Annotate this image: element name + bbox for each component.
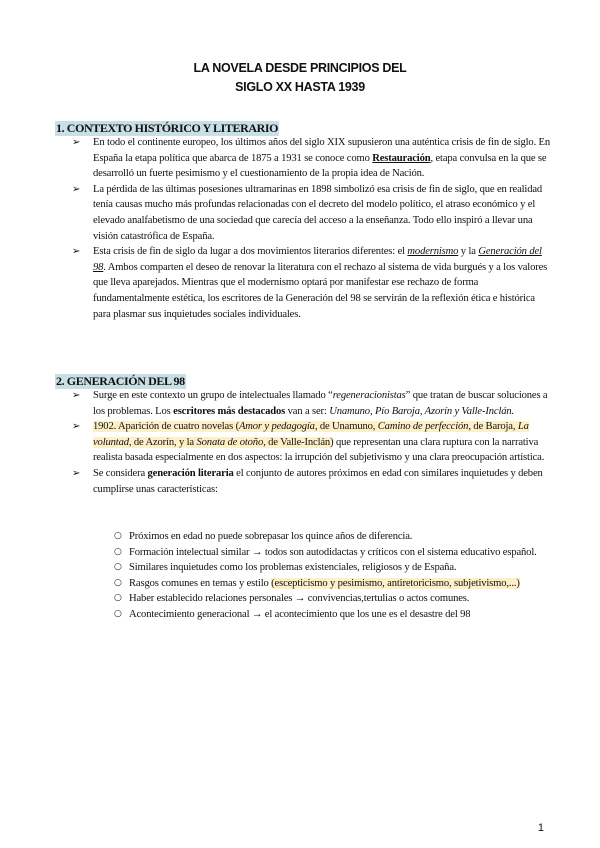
circle-bullet-icon: ○ — [114, 577, 122, 588]
title-line-2: SIGLO XX HASTA 1939 — [235, 80, 365, 94]
list-item: ○ Similares inquietudes como los problemas existenciales, religiosos y de España. — [72, 560, 562, 576]
title-line-1: LA NOVELA DESDE PRINCIPIOS DEL — [193, 61, 407, 75]
arrow-bullet-icon: ➢ — [72, 421, 81, 433]
term-generacion-98: Generación del 98 — [93, 246, 542, 273]
circle-bullet-icon: ○ — [114, 562, 122, 573]
emphasis-bold: Restauración — [372, 152, 431, 164]
list-item: ➢ 1902. Aparición de cuatro novelas (Amor y pedagogía, de Unamuno, Camino de perfección, de Baroja, La voluntad, de Azorín, y la Sonata de otoño, de Valle-Inclán) que representan una clara ruptura con la narrativa realista basada especialmente en dos aspectos: la irrupción del subjetivismo y una clara preocupación artística. — [72, 421, 545, 464]
list-item: ○ Haber establecido relaciones personales → convivencias,tertulias o actos comunes. — [72, 591, 562, 607]
highlighted-text: 1902. Aparición de cuatro novelas (Amor y pedagogía, de Unamuno, Camino de perfección, de Baroja, La voluntad, de Azorín, y la Sonata de otoño, de Valle-Inclán) — [93, 421, 529, 448]
list-item: ○ Próximos en edad no puede sobrepasar los quince años de diferencia. — [72, 529, 562, 545]
section-2-body — [72, 388, 552, 497]
highlighted-text: (escepticismo y pesimismo, antiretoricismo, subjetivismo,...) — [271, 577, 520, 589]
list-item: ➢ La pérdida de las últimas posesiones ultramarinas en 1898 simbolizó esa crisis de fin de siglo, que en realidad tenía causas mucho más profundas relacionadas con el decreto del modelo político, el atraso económico y el elevado analfabetismo de una sociedad que carecía del acceso a la enseñanza. Todo ello inspiró a llevar una visión catastrófica de España. — [72, 183, 543, 242]
page-number: 1 — [537, 822, 544, 834]
arrow-bullet-icon: ➢ — [72, 137, 81, 148]
arrow-bullet-icon: ➢ — [72, 246, 81, 258]
list-item: ➢ Esta crisis de fin de siglo da lugar a dos movimientos literarios diferentes: el modernismo y la Generación del 98. Ambos comparten el deseo de renovar la literatura con el rechazo al sistema de vida burgués y a los valores que lleva aparejados. Mientras que el modernismo optará por manifestar ese rechazo de forma fundamentalmente estética, los escritores de la Generación del 98 se servirán de la reflexión ética e histórica para plasmar sus inquietudes sociales individuales. — [72, 246, 548, 320]
circle-bullet-icon: ○ — [114, 531, 122, 541]
term-modernismo: modernismo — [407, 246, 459, 258]
arrow-bullet-icon: ➢ — [72, 467, 81, 479]
circle-bullet-icon: ○ — [114, 546, 122, 557]
circle-bullet-icon: ○ — [114, 608, 122, 619]
list-item: ➢ Surge en este contexto un grupo de intelectuales llamado “regeneracionistas” que tratan de buscar soluciones a los problemas. Los escritores más destacados van a ser: Unamuno, Pío Baroja, Azorín y Valle-Inclán. — [72, 390, 548, 417]
characteristics-list — [72, 529, 562, 623]
list-item: ➢ Se considera generación literaria el conjunto de autores próximos en edad con similares inquietudes y deben cumplirse unas características: — [72, 467, 543, 495]
list-item: ➢ En todo el continente europeo, los últimos años del siglo XIX supusieron una auténtica crisis de fin de siglo. En España la etapa política que abarca de 1875 a 1931 se conoce como Restauración, etapa convulsa en la que se desarrolló un fuerte pesimismo y el cuestionamiento de la propia idea de Nación. — [72, 137, 551, 180]
list-item: ○ Acontecimiento generacional → el acontecimiento que los une es el desastre del 98 — [72, 607, 562, 623]
document-title — [0, 59, 600, 97]
list-item: ○ Formación intelectual similar → todos son autodidactas y críticos con el sistema educativo español. — [72, 545, 562, 561]
section-2-heading: 2. GENERACIÓN DEL 98 — [56, 374, 185, 388]
section-1-body — [72, 135, 552, 322]
list-item: ○ Rasgos comunes en temas y estilo (escepticismo y pesimismo, antiretoricismo, subjetivismo,...) — [72, 576, 562, 592]
section-1-heading: 1. CONTEXTO HISTÓRICO Y LITERARIO — [56, 121, 279, 135]
circle-bullet-icon: ○ — [114, 593, 122, 604]
arrow-bullet-icon: ➢ — [72, 390, 81, 401]
arrow-bullet-icon: ➢ — [72, 183, 81, 195]
